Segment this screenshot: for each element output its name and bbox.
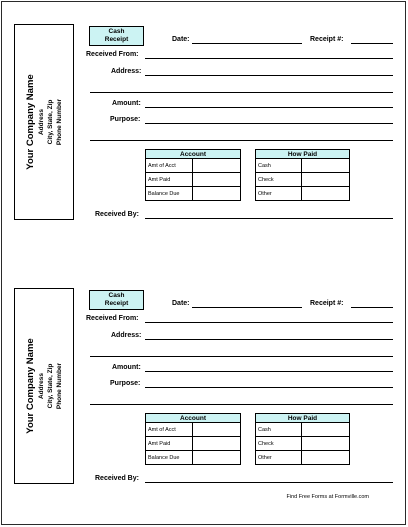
other-label: Other xyxy=(256,187,302,201)
table-row xyxy=(256,173,350,187)
amt-of-acct-field[interactable] xyxy=(193,159,241,173)
date-label: Date: xyxy=(172,300,190,307)
amt-paid-label: Amt Paid xyxy=(146,173,193,187)
receipt-top xyxy=(2,2,407,264)
title-line-2: Receipt xyxy=(104,300,129,307)
purpose-field-line-2[interactable] xyxy=(90,404,393,405)
amt-paid-label: Amt Paid xyxy=(146,437,193,451)
account-table-header: Account xyxy=(146,414,241,423)
balance-due-label: Balance Due xyxy=(146,187,193,201)
amt-of-acct-label: Amt of Acct xyxy=(146,423,193,437)
table-row xyxy=(146,451,241,465)
company-city-state-zip: City, State, Zip xyxy=(47,99,54,145)
amt-of-acct-label: Amt of Acct xyxy=(146,159,193,173)
receipt-number-field[interactable] xyxy=(351,43,393,44)
how-paid-table-header: How Paid xyxy=(256,414,350,423)
how-paid-table xyxy=(255,149,350,201)
how-paid-table xyxy=(255,413,350,465)
table-row xyxy=(256,423,350,437)
company-phone: Phone Number xyxy=(56,362,63,410)
account-table-header: Account xyxy=(146,150,241,159)
check-field[interactable] xyxy=(302,437,350,451)
table-row xyxy=(146,187,241,201)
address-label: Address: xyxy=(111,68,142,75)
account-table xyxy=(145,413,241,465)
table-row xyxy=(256,451,350,465)
company-address: Address xyxy=(38,373,45,400)
receipt-number-label: Receipt #: xyxy=(310,36,344,43)
how-paid-table-header: How Paid xyxy=(256,150,350,159)
other-label: Other xyxy=(256,451,302,465)
address-label: Address: xyxy=(111,332,142,339)
amt-of-acct-field[interactable] xyxy=(193,423,241,437)
receipt-number-field[interactable] xyxy=(351,307,393,308)
company-city-state-zip: City, State, Zip xyxy=(47,363,54,409)
title-line-1: Cash xyxy=(108,292,125,299)
company-name: Your Company Name xyxy=(25,338,36,434)
address-field-line-2[interactable] xyxy=(90,356,393,357)
received-from-label: Received From: xyxy=(86,315,139,322)
table-row xyxy=(146,423,241,437)
check-field[interactable] xyxy=(302,173,350,187)
title-line-2: Receipt xyxy=(104,36,129,43)
account-table xyxy=(145,149,241,201)
received-by-field[interactable] xyxy=(145,482,393,483)
amount-label: Amount: xyxy=(112,364,141,371)
cash-receipt-title xyxy=(89,290,144,310)
purpose-label: Purpose: xyxy=(110,380,141,387)
received-by-field[interactable] xyxy=(145,218,393,219)
amt-paid-field[interactable] xyxy=(193,437,241,451)
cash-field[interactable] xyxy=(302,159,350,173)
balance-due-field[interactable] xyxy=(193,451,241,465)
title-line-1: Cash xyxy=(108,28,125,35)
cash-label: Cash xyxy=(256,159,302,173)
purpose-field-line-2[interactable] xyxy=(90,140,393,141)
table-row xyxy=(146,173,241,187)
company-info-rotated xyxy=(24,338,64,433)
amount-label: Amount: xyxy=(112,100,141,107)
purpose-label: Purpose: xyxy=(110,116,141,123)
cash-receipt-title xyxy=(89,26,144,46)
table-row xyxy=(256,187,350,201)
company-info-box xyxy=(14,288,74,484)
received-from-field[interactable] xyxy=(145,322,393,323)
company-name: Your Company Name xyxy=(25,74,36,170)
company-phone: Phone Number xyxy=(56,98,63,146)
date-label: Date: xyxy=(172,36,190,43)
check-label: Check xyxy=(256,173,302,187)
receipt-page xyxy=(1,1,406,525)
date-field[interactable] xyxy=(192,307,302,308)
purpose-field[interactable] xyxy=(145,123,393,124)
table-row xyxy=(256,437,350,451)
company-info-rotated xyxy=(24,74,64,169)
check-label: Check xyxy=(256,437,302,451)
received-from-label: Received From: xyxy=(86,51,139,58)
table-row xyxy=(146,437,241,451)
amount-field[interactable] xyxy=(145,107,393,108)
company-info-box xyxy=(14,24,74,220)
company-address: Address xyxy=(38,109,45,136)
cash-field[interactable] xyxy=(302,423,350,437)
balance-due-label: Balance Due xyxy=(146,451,193,465)
table-row xyxy=(146,159,241,173)
other-field[interactable] xyxy=(302,187,350,201)
date-field[interactable] xyxy=(192,43,302,44)
address-field[interactable] xyxy=(145,75,393,76)
footer-credit: Find Free Forms at Formville.com xyxy=(286,494,369,500)
amt-paid-field[interactable] xyxy=(193,173,241,187)
receipt-bottom xyxy=(2,266,407,527)
address-field[interactable] xyxy=(145,339,393,340)
receipt-number-label: Receipt #: xyxy=(310,300,344,307)
other-field[interactable] xyxy=(302,451,350,465)
purpose-field[interactable] xyxy=(145,387,393,388)
address-field-line-2[interactable] xyxy=(90,92,393,93)
balance-due-field[interactable] xyxy=(193,187,241,201)
received-by-label: Received By: xyxy=(95,475,139,482)
table-row xyxy=(256,159,350,173)
amount-field[interactable] xyxy=(145,371,393,372)
cash-label: Cash xyxy=(256,423,302,437)
received-from-field[interactable] xyxy=(145,58,393,59)
received-by-label: Received By: xyxy=(95,211,139,218)
